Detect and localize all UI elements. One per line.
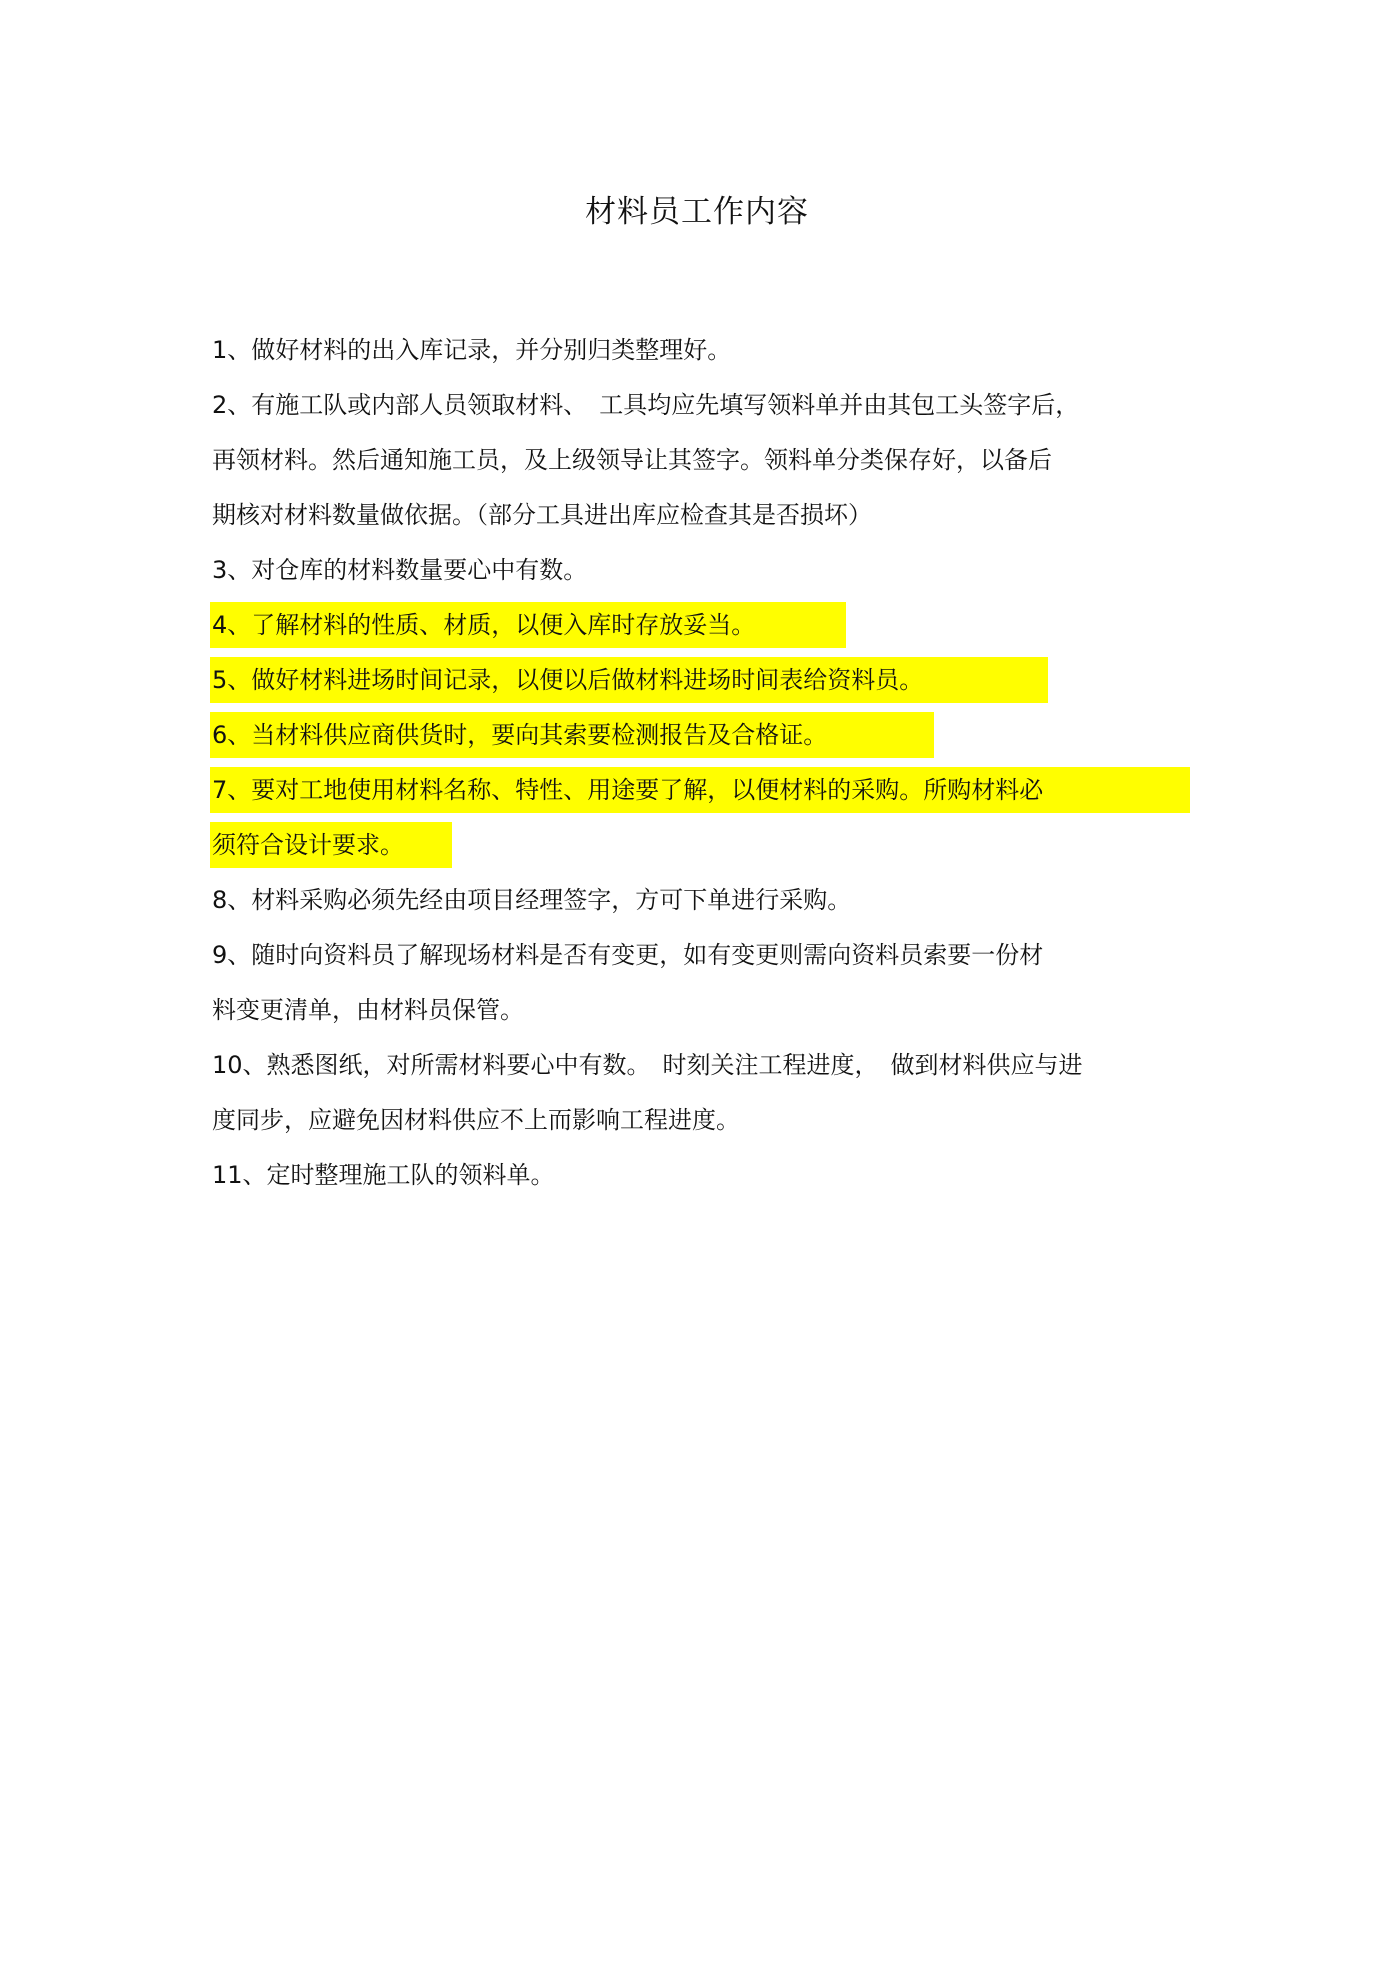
item-6-highlighted-line: 6、当材料供应商供货时，要向其索要检测报告及合格证。 [210, 712, 934, 758]
item-3-line: 3、对仓库的材料数量要心中有数。 [212, 556, 588, 584]
item-2-line-1: 2、有施工队或内部人员领取材料、 工具均应先填写领料单并由其包工头签字后， [212, 391, 1080, 419]
item-4-highlighted-line: 4、了解材料的性质、材质，以便入库时存放妥当。 [210, 602, 846, 648]
item-11-line: 11、定时整理施工队的领料单。 [212, 1161, 555, 1189]
item-9-line-1: 9、随时向资料员了解现场材料是否有变更，如有变更则需向资料员索要一份材 [212, 941, 1044, 969]
item-7-highlighted-line-1: 7、要对工地使用材料名称、特性、用途要了解，以便材料的采购。所购材料必 [210, 767, 1190, 813]
item-10-line-2: 度同步，应避免因材料供应不上而影响工程进度。 [212, 1106, 740, 1134]
document-title: 材料员工作内容 [585, 194, 809, 230]
item-10-line-1: 10、熟悉图纸，对所需材料要心中有数。 时刻关注工程进度， 做到材料供应与进 [212, 1051, 1083, 1079]
item-8-line: 8、材料采购必须先经由项目经理签字，方可下单进行采购。 [212, 886, 852, 914]
item-7-highlighted-line-2: 须符合设计要求。 [210, 822, 452, 868]
item-2-line-2: 再领材料。然后通知施工员，及上级领导让其签字。领料单分类保存好，以备后 [212, 446, 1052, 474]
item-5-highlighted-line: 5、做好材料进场时间记录，以便以后做材料进场时间表给资料员。 [210, 657, 1048, 703]
item-2-line-3: 期核对材料数量做依据。（部分工具进出库应检查其是否损坏） [212, 501, 872, 529]
item-9-line-2: 料变更清单，由材料员保管。 [212, 996, 524, 1024]
item-1-line: 1、做好材料的出入库记录，并分别归类整理好。 [212, 336, 732, 364]
